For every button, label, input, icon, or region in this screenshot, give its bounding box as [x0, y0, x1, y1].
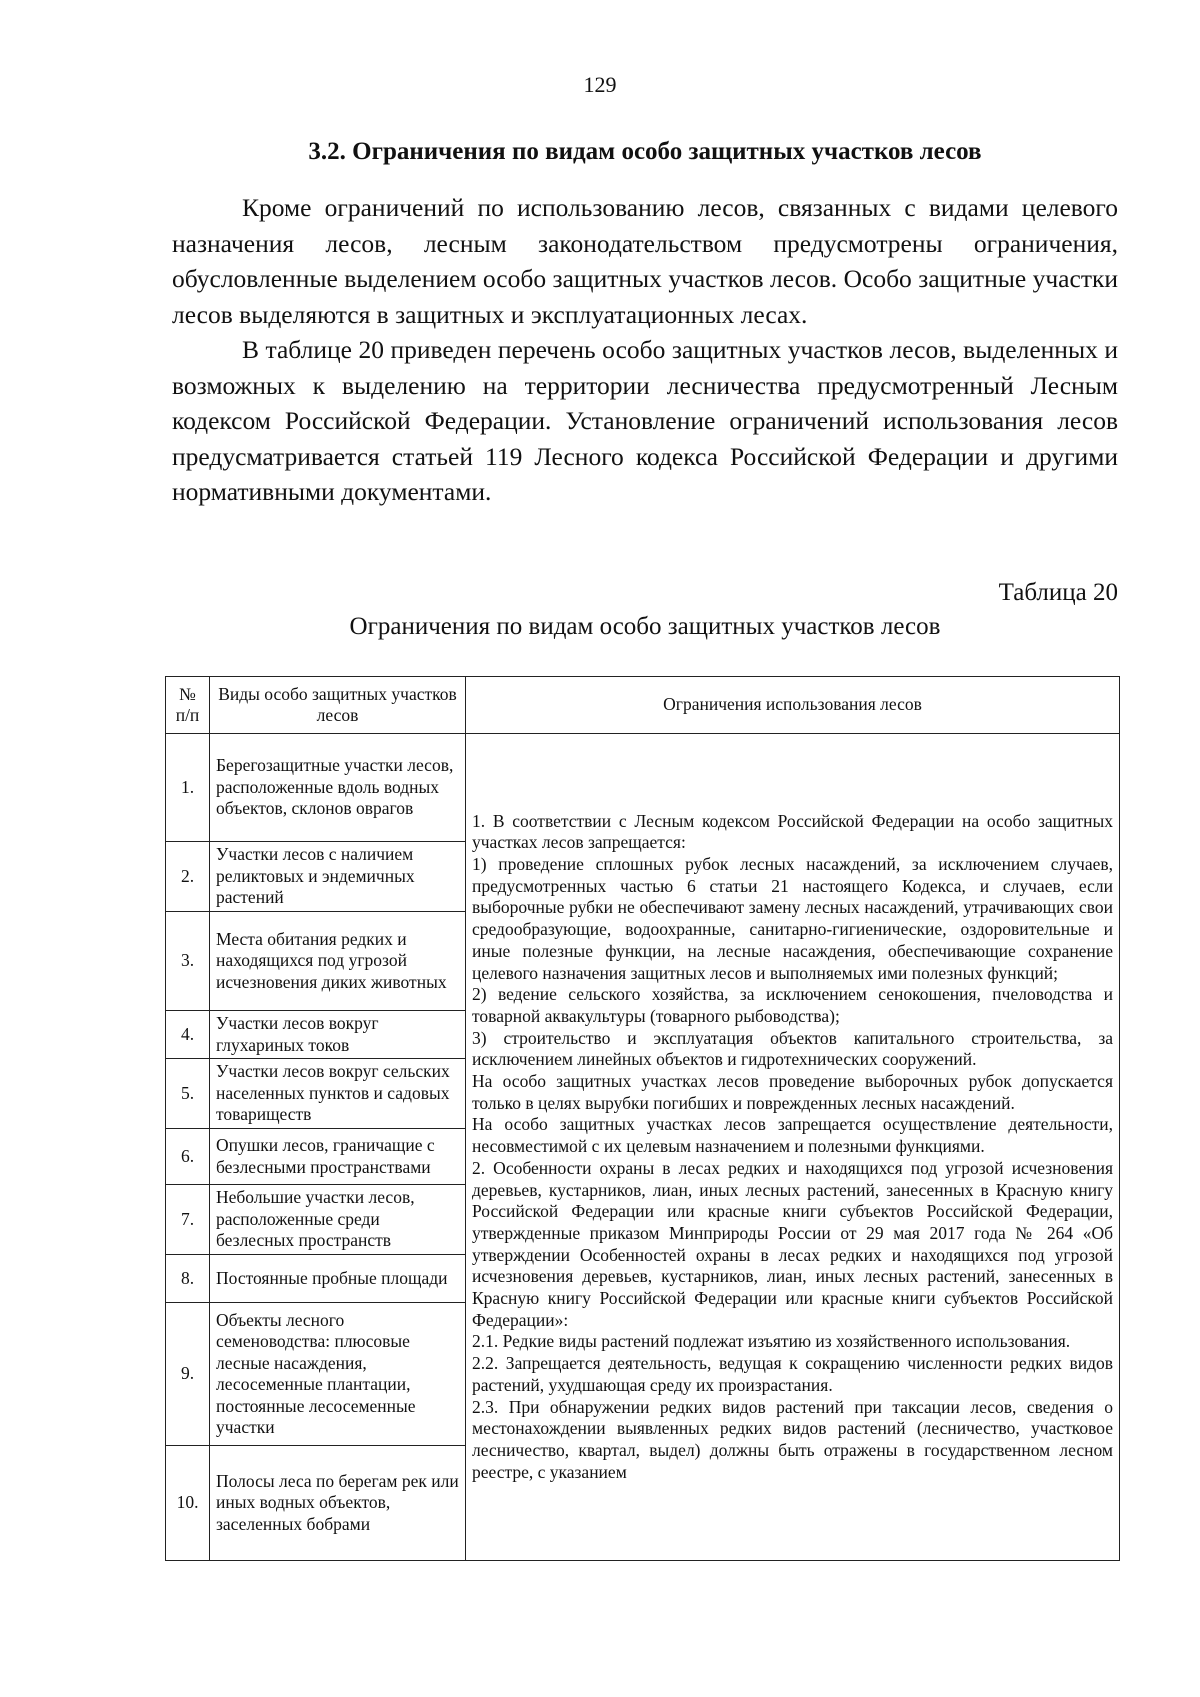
row-kind: Постоянные пробные площади [210, 1255, 466, 1303]
restriction-paragraph: 1. В соответствии с Лесным кодексом Российской Федерации на особо защитных участках лесов запрещается: [472, 810, 1113, 853]
row-kind: Опушки лесов, граничащие с безлесными пространствами [210, 1129, 466, 1185]
restriction-paragraph: На особо защитных участках лесов проведение выборочных рубок допускается только в целях вырубки погибших и поврежденных лесных насаждений. [472, 1071, 1113, 1113]
restriction-paragraph: 2.3. При обнаружении редких видов растений при таксации лесов, сведения о местонахождении выявленных редких видов растений (лесничество, участковое лесничество, квартал, выдел) должны быть отражены в государственном лесном реестре, с указанием [472, 1396, 1113, 1482]
page-number: 129 [583, 72, 617, 97]
restriction-paragraph: 2.2. Запрещается деятельность, ведущая к сокращению численности редких видов растений, ухудшающая среду их произрастания. [472, 1353, 1113, 1395]
row-number: 5. [166, 1059, 210, 1129]
body-text [172, 190, 1118, 510]
row-kind: Участки лесов с наличием реликтовых и эндемичных растений [210, 842, 466, 912]
row-kind: Участки лесов вокруг сельских населенных пунктов и садовых товариществ [210, 1059, 466, 1129]
row-number: 3. [166, 912, 210, 1011]
row-number: 10. [166, 1446, 210, 1561]
restriction-paragraph: 1) проведение сплошных рубок лесных насаждений, за исключением случаев, предусмотренных частью 6 статьи 21 настоящего Кодекса, и случаев, если выборочные рубки не обеспечивают замену лесных насаждений, утрачивающих свои средообразующие, водоохранные, санитарно-гигиенические, оздоровительные и иные полезные функции, на лесные насаждения, обеспечивающие сохранение целевого назначения защитных лесов и выполняемых ими полезных функций; [472, 854, 1113, 983]
restriction-paragraph: 2. Особенности охраны в лесах редких и находящихся под угрозой исчезновения деревьев, кустарников, лиан, иных лесных растений, занесенных в Красную книгу Российской Федерации или красные книги субъектов Российской Федерации, утвержденные приказом Минприроды России от 29 мая 2017 года № 264 «Об утверждении Особенностей охраны в лесах редких и находящихся под угрозой исчезновения деревьев, кустарников, лиан, иных лесных растений, занесенных в Красную книгу Российской Федерации или красные книги субъектов Российской Федерации»: [472, 1157, 1113, 1330]
header-num: № п/п [166, 677, 210, 734]
row-number: 6. [166, 1129, 210, 1185]
table-label: Таблица 20 [998, 579, 1118, 606]
header-kind: Виды особо защитных участков лесов [210, 677, 466, 734]
row-number: 2. [166, 842, 210, 912]
paragraph: В таблице 20 приведен перечень особо защитных участков лесов, выделенных и возможных к выделению на территории лесничества предусмотренный Лесным кодексом Российской Федерации. Установление ограничений использования лесов предусматривается статьей 119 Лесного кодекса Российской Федерации и другими нормативными документами. [172, 335, 1118, 506]
row-number: 8. [166, 1255, 210, 1303]
table-row [166, 734, 1120, 842]
table-header-row [166, 677, 1120, 734]
row-kind: Полосы леса по берегам рек или иных водных объектов, заселенных бобрами [210, 1446, 466, 1561]
row-kind: Небольшие участки лесов, расположенные среди безлесных пространств [210, 1185, 466, 1255]
section-title: 3.2. Ограничения по видам особо защитных участков лесов [308, 138, 982, 165]
restrictions-cell [466, 734, 1120, 1561]
row-kind: Участки лесов вокруг глухариных токов [210, 1011, 466, 1059]
paragraph: Кроме ограничений по использованию лесов, связанных с видами целевого назначения лесов, лесным законодательством предусмотрены ограничения, обусловленные выделением особо защитных участков лесов. Особо защитные участки лесов выделяются в защитных и эксплуатационных лесах. [172, 193, 1118, 329]
restriction-paragraph: На особо защитных участках лесов запрещается осуществление деятельности, несовместимой с их целевым назначением и полезными функциями. [472, 1114, 1113, 1157]
row-number: 1. [166, 734, 210, 842]
row-kind: Места обитания редких и находящихся под угрозой исчезновения диких животных [210, 912, 466, 1011]
row-kind: Объекты лесного семеноводства: плюсовые лесные насаждения, лесосеменные плантации, постоянные лесосеменные участки [210, 1303, 466, 1446]
table-caption: Ограничения по видам особо защитных участков лесов [349, 613, 941, 640]
restrictions-table [165, 676, 1120, 1561]
header-restrictions: Ограничения использования лесов [466, 677, 1120, 734]
row-number: 9. [166, 1303, 210, 1446]
restriction-paragraph: 2) ведение сельского хозяйства, за исключением сенокошения, пчеловодства и товарной аквакультуры (товарного рыбоводства); [472, 984, 1113, 1026]
restriction-paragraph: 2.1. Редкие виды растений подлежат изъятию из хозяйственного использования. [472, 1331, 1071, 1352]
restriction-paragraph: 3) строительство и эксплуатация объектов капитального строительства, за исключением линейных объектов и гидротехнических сооружений. [472, 1027, 1113, 1070]
row-number: 7. [166, 1185, 210, 1255]
row-number: 4. [166, 1011, 210, 1059]
row-kind: Берегозащитные участки лесов, расположенные вдоль водных объектов, склонов оврагов [210, 734, 466, 842]
